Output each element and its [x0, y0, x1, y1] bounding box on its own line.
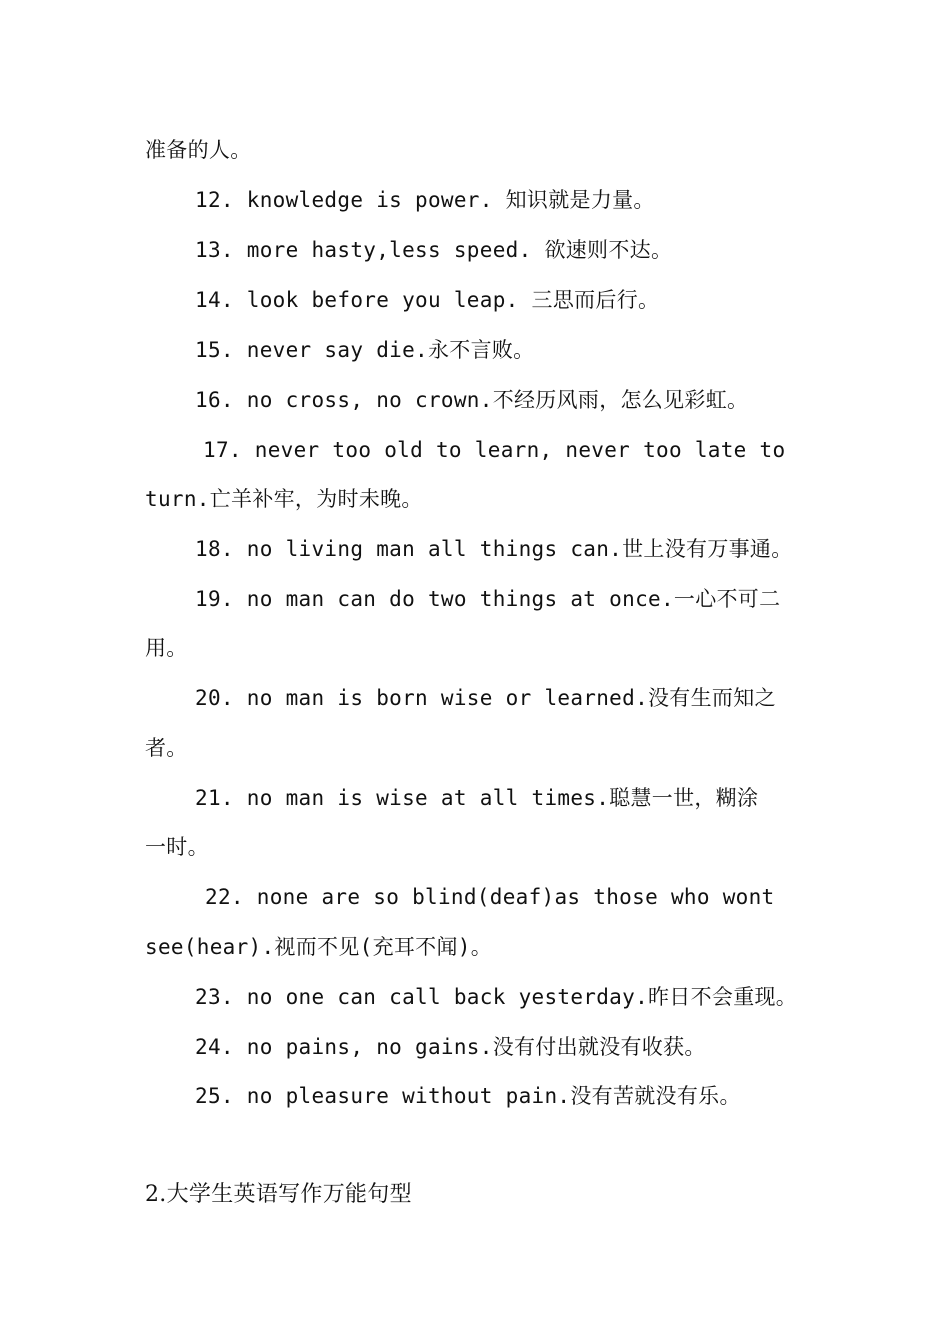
- proverb-21-continued: 一时。: [145, 835, 209, 859]
- proverb-21: 21. no man is wise at all times.聪慧一世，糊涂: [195, 786, 759, 810]
- proverb-20: 20. no man is born wise or learned.没有生而知之: [195, 686, 776, 710]
- proverb-17: 17. never too old to learn, never too late to: [203, 438, 786, 462]
- proverb-15: 15. never say die.永不言败。: [195, 338, 535, 362]
- proverb-13: 13. more hasty,less speed. 欲速则不达。: [195, 238, 673, 262]
- proverb-16: 16. no cross, no crown.不经历风雨，怎么见彩虹。: [195, 388, 749, 412]
- proverb-19: 19. no man can do two things at once.一心不可二: [195, 587, 781, 611]
- text-line-continuation: 准备的人。: [145, 138, 252, 162]
- proverb-22: 22. none are so blind(deaf)as those who wont: [205, 885, 775, 909]
- proverb-17-continued: turn.亡羊补牢，为时未晚。: [145, 487, 423, 511]
- proverb-24: 24. no pains, no gains.没有付出就没有收获。: [195, 1035, 706, 1059]
- proverb-20-continued: 者。: [145, 736, 188, 760]
- proverb-23: 23. no one can call back yesterday.昨日不会重现。: [195, 985, 798, 1009]
- proverb-14: 14. look before you leap. 三思而后行。: [195, 288, 660, 312]
- proverb-18: 18. no living man all things can.世上没有万事通。: [195, 537, 793, 561]
- proverb-12: 12. knowledge is power. 知识就是力量。: [195, 188, 655, 212]
- proverb-22-continued: see(hear).视而不见(充耳不闻)。: [145, 935, 493, 959]
- section-heading: 2.大学生英语写作万能句型: [145, 1182, 412, 1207]
- proverb-25: 25. no pleasure without pain.没有苦就没有乐。: [195, 1084, 741, 1108]
- proverb-19-continued: 用。: [145, 636, 188, 660]
